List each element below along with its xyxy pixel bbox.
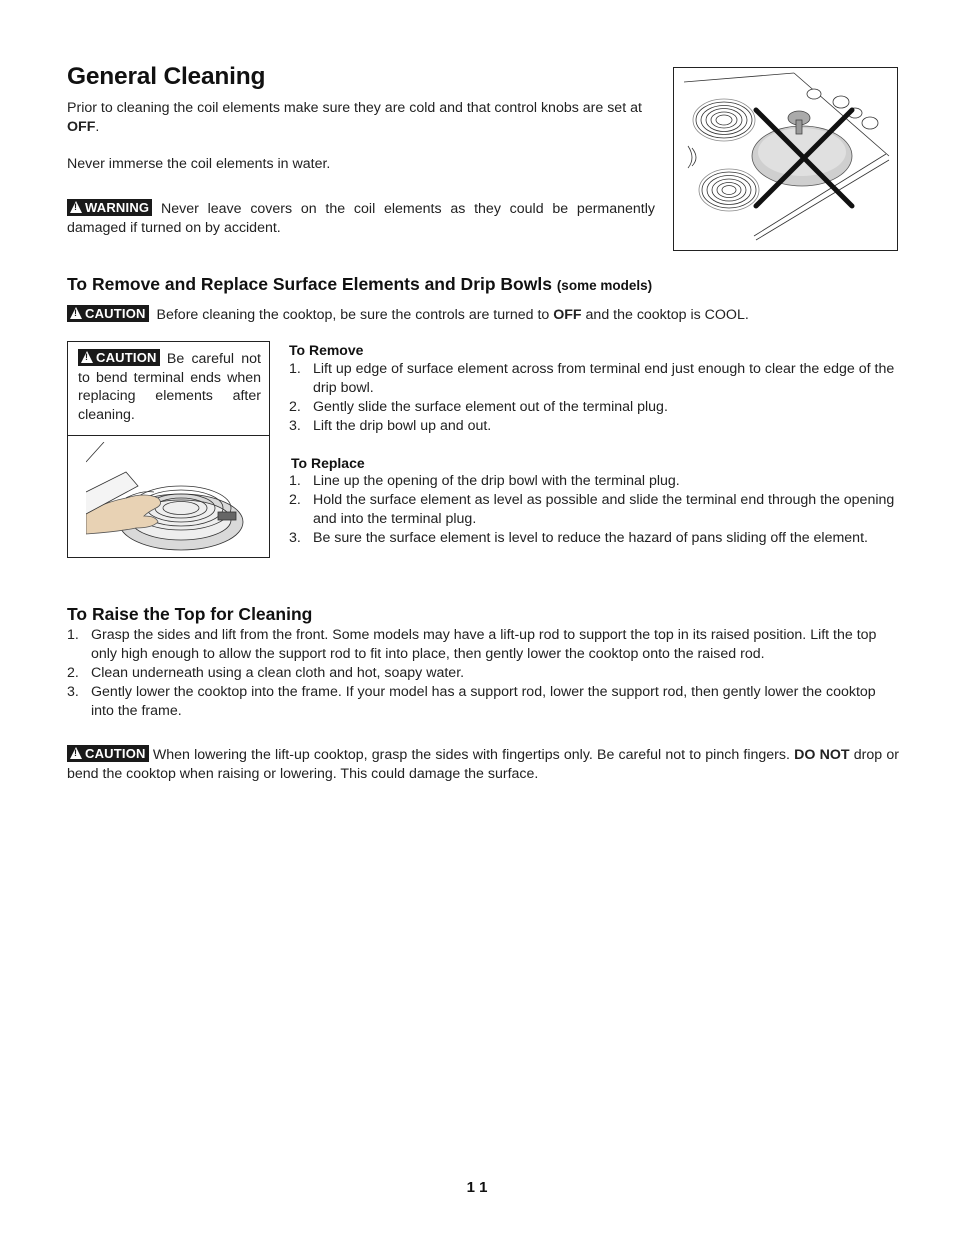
do-not-emphasis: DO NOT <box>794 747 850 763</box>
step-number: 1. <box>67 627 79 643</box>
caution-badge <box>67 745 149 762</box>
lift-up-caution <box>67 745 899 784</box>
list-item <box>67 664 901 683</box>
warning-icon <box>70 201 82 213</box>
remove-heading-text: To Remove and Replace Surface Elements and Drip Bowls <box>67 274 557 294</box>
step-text: Lift up edge of surface element across from terminal end just enough to clear the edge of the drip bowl. <box>313 361 895 396</box>
box-caution-text: Be careful not to bend terminal ends when replacing elements after cleaning. <box>78 351 261 423</box>
step-number: 3. <box>289 418 301 434</box>
page-number: 1 1 <box>466 1179 488 1196</box>
step-number: 2. <box>289 492 301 508</box>
caution-icon <box>70 747 82 759</box>
list-item <box>289 491 901 529</box>
list-item <box>289 472 901 491</box>
box-caution-paragraph <box>78 349 261 424</box>
list-item <box>289 529 901 548</box>
box-divider <box>68 435 269 436</box>
cooktop-caution <box>67 305 907 325</box>
list-item <box>289 417 901 436</box>
to-remove-title: To Remove <box>289 342 364 358</box>
caution-badge <box>67 305 149 322</box>
step-text: Be sure the surface element is level to reduce the hazard of pans sliding off the element. <box>313 530 868 546</box>
cooktop-no-covers-illustration <box>674 68 897 250</box>
caution-label: CAUTION <box>85 746 146 761</box>
step-number: 2. <box>67 665 79 681</box>
step-text: Gently lower the cooktop into the frame. If your model has a support rod, lower the support rod, then gently lower the cooktop into the frame. <box>91 684 876 719</box>
element-caution-box <box>67 341 270 558</box>
list-item <box>289 360 901 398</box>
step-number: 1. <box>289 473 301 489</box>
step-text: Clean underneath using a clean cloth and hot, soapy water. <box>91 665 465 681</box>
caution-icon <box>81 351 93 363</box>
lift-caution-text-end: drop or bend the cooktop when raising or lowering. This could damage the surface. <box>67 747 899 782</box>
warning-badge <box>67 199 152 216</box>
intro-text: Prior to cleaning the coil elements make sure they are cold and that control knobs are set at <box>67 100 642 116</box>
to-replace-steps <box>289 472 901 548</box>
some-models-note: (some models) <box>556 278 653 293</box>
caution-badge <box>78 349 160 366</box>
step-text: Line up the opening of the drip bowl with the terminal plug. <box>313 473 680 489</box>
caution-icon <box>70 307 82 319</box>
hand-removing-element-illustration <box>86 442 256 554</box>
caution-label: CAUTION <box>85 306 146 321</box>
step-text: Hold the surface element as level as possible and slide the terminal end through the opening and into the terminal plug. <box>313 492 895 527</box>
caution-text-end: and the cooktop is COOL. <box>581 307 749 323</box>
warning-text: Never leave covers on the coil elements as they could be permanently damaged if turned on by accident. <box>67 201 655 236</box>
step-text: Lift the drip bowl up and out. <box>313 418 492 434</box>
list-item <box>67 683 901 721</box>
to-remove-steps <box>289 360 901 436</box>
step-number: 3. <box>289 530 301 546</box>
intro-period: . <box>95 119 100 135</box>
caution-label: CAUTION <box>96 350 157 365</box>
remove-replace-heading <box>67 274 652 295</box>
lift-caution-text: When lowering the lift-up cooktop, grasp the sides with fingertips only. Be careful not to pinch fingers. <box>148 747 795 763</box>
page-title: General Cleaning <box>67 63 266 90</box>
immerse-note: Never immerse the coil elements in water. <box>67 156 331 172</box>
step-number: 2. <box>289 399 301 415</box>
step-number: 1. <box>289 361 301 377</box>
caution-text: Before cleaning the cooktop, be sure the controls are turned to <box>148 307 554 323</box>
intro-paragraph <box>67 99 657 137</box>
cooktop-illustration <box>673 67 898 251</box>
to-replace-title: To Replace <box>291 455 365 471</box>
warning-label: WARNING <box>85 200 150 215</box>
step-text: Grasp the sides and lift from the front. Some models may have a lift-up rod to support the top in its raised position. Lift the top only high enough to allow the support rod to fit into place, then gently lower the cooktop onto the raised rod. <box>91 627 877 662</box>
list-item <box>67 626 901 664</box>
off-emphasis: OFF <box>67 119 96 135</box>
list-item <box>289 398 901 417</box>
warning-paragraph <box>67 199 655 238</box>
off-emphasis: OFF <box>553 307 582 323</box>
step-text: Gently slide the surface element out of the terminal plug. <box>313 399 668 415</box>
step-number: 3. <box>67 684 79 700</box>
raise-top-heading: To Raise the Top for Cleaning <box>67 604 313 624</box>
raise-top-steps <box>67 626 901 721</box>
